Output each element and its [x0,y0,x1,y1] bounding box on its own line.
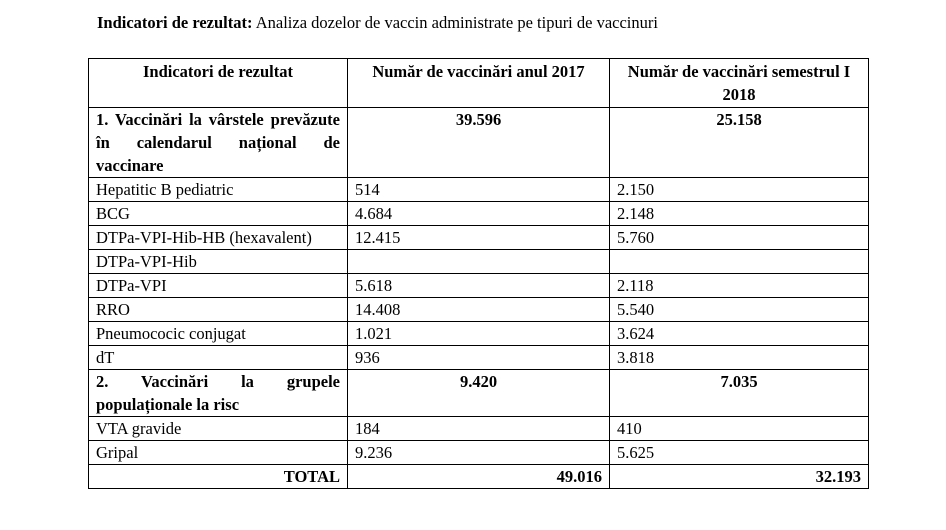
section-1-2018: 25.158 [610,108,869,178]
row-2018 [610,250,869,274]
row-2018: 5.625 [610,441,869,465]
vaccination-table [88,58,869,489]
row-2017: 9.236 [348,441,610,465]
header-2017: Număr de vaccinări anul 2017 [348,59,610,108]
total-label: TOTAL [89,465,348,489]
row-2017: 936 [348,346,610,370]
row-2018: 410 [610,417,869,441]
table-row [89,274,869,298]
row-2018: 5.760 [610,226,869,250]
row-name: VTA gravide [89,417,348,441]
section-1-row [89,108,869,178]
row-name: DTPa-VPI-Hib-HB (hexavalent) [89,226,348,250]
row-2017 [348,250,610,274]
table-row [89,417,869,441]
section-2-title: 2. Vaccinări la grupele populaționale la risc [89,370,348,417]
row-2017: 12.415 [348,226,610,250]
section-2-2017: 9.420 [348,370,610,417]
row-2017: 5.618 [348,274,610,298]
table-row [89,202,869,226]
table-header-row [89,59,869,108]
table-row [89,178,869,202]
table-row [89,298,869,322]
heading-bold-label: Indicatori de rezultat: [97,13,253,32]
row-2018: 2.148 [610,202,869,226]
table-row [89,226,869,250]
row-2018: 5.540 [610,298,869,322]
total-2017: 49.016 [348,465,610,489]
section-2-row [89,370,869,417]
table-row [89,441,869,465]
row-name: dT [89,346,348,370]
row-2018: 3.818 [610,346,869,370]
row-2017: 514 [348,178,610,202]
section-2-2018: 7.035 [610,370,869,417]
page-heading [97,13,658,33]
row-2017: 4.684 [348,202,610,226]
row-2018: 2.150 [610,178,869,202]
row-name: BCG [89,202,348,226]
header-indicator: Indicatori de rezultat [89,59,348,108]
row-name: Gripal [89,441,348,465]
row-2018: 3.624 [610,322,869,346]
row-name: DTPa-VPI-Hib [89,250,348,274]
row-2017: 14.408 [348,298,610,322]
section-1-title: 1. Vaccinări la vârstele prevăzute în calendarul național de vaccinare [89,108,348,178]
row-name: Hepatitic B pediatric [89,178,348,202]
row-name: DTPa-VPI [89,274,348,298]
section-1-2017: 39.596 [348,108,610,178]
total-2018: 32.193 [610,465,869,489]
table-row [89,346,869,370]
row-name: Pneumococic conjugat [89,322,348,346]
total-row [89,465,869,489]
table-row [89,250,869,274]
row-2018: 2.118 [610,274,869,298]
table-row [89,322,869,346]
row-2017: 1.021 [348,322,610,346]
heading-text: Analiza dozelor de vaccin administrate pe tipuri de vaccinuri [252,13,658,32]
header-2018: Număr de vaccinări semestrul I 2018 [610,59,869,108]
row-name: RRO [89,298,348,322]
row-2017: 184 [348,417,610,441]
